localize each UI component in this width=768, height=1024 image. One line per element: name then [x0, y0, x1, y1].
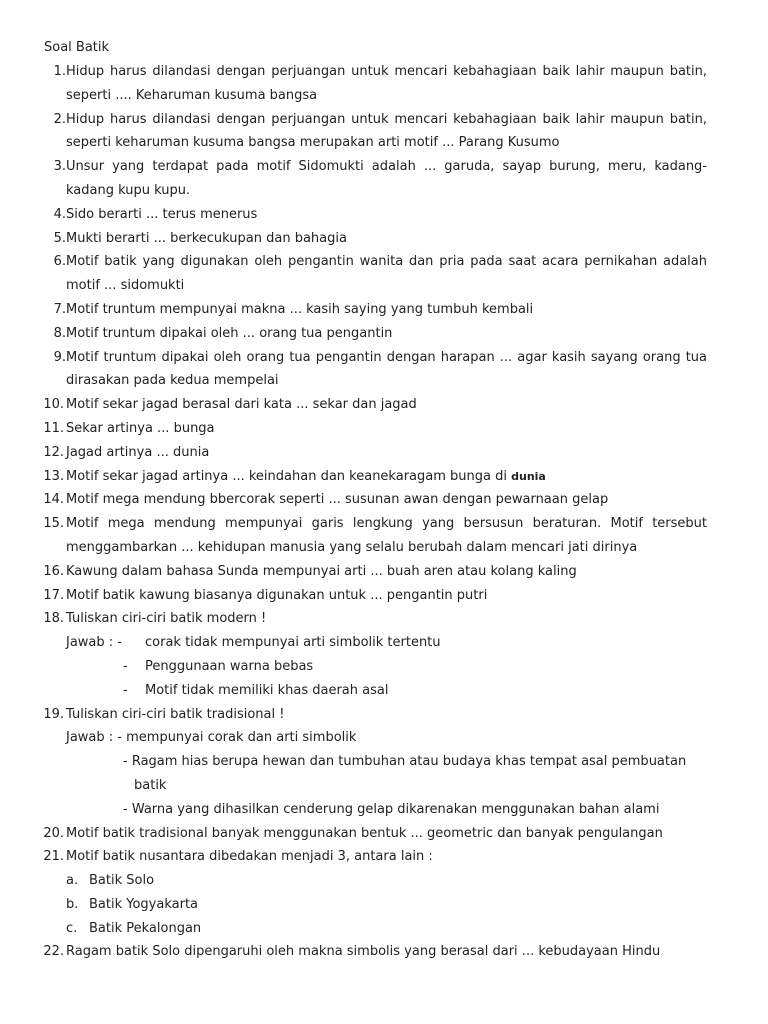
sub-list-item	[0, 919, 768, 943]
answer-point: corak tidak mempunyai arti simbolik tertentu	[145, 635, 441, 651]
list-item	[0, 705, 768, 729]
list-item	[0, 847, 768, 871]
item-text: Unsur yang terdapat pada motif Sidomukti adalah ... garuda, sayap burung, meru, kadang-	[66, 159, 707, 175]
answer-point: Penggunaan warna bebas	[145, 658, 314, 674]
list-item	[0, 490, 768, 514]
bold-word: dunia	[511, 469, 546, 483]
item-number: 18.	[43, 611, 64, 627]
list-item	[0, 942, 768, 966]
item-number: 22.	[43, 944, 64, 960]
list-item	[0, 229, 768, 253]
list-item	[0, 443, 768, 467]
item-number: 5.	[53, 230, 66, 246]
sub-item-letter: c.	[66, 920, 78, 936]
item-text: Kawung dalam bahasa Sunda mempunyai arti ... buah aren atau kolang kaling	[66, 563, 577, 579]
answer-line	[0, 681, 768, 705]
item-number: 3.	[53, 159, 66, 175]
sub-item-text: Batik Solo	[89, 873, 155, 889]
sub-list-item	[0, 871, 768, 895]
sub-item-letter: b.	[66, 896, 79, 912]
sub-item-letter: a.	[66, 873, 79, 889]
question-list	[0, 62, 768, 966]
item-text: seperti .... Keharuman kusuma bangsa	[66, 87, 318, 103]
list-item	[0, 395, 768, 419]
item-text: dirasakan pada kedua mempelai	[66, 373, 279, 389]
item-text: Motif mega mendung mempunyai garis lengkung yang bersusun beraturan. Motif tersebut	[66, 516, 707, 532]
item-number: 17.	[43, 587, 64, 603]
item-text: Hidup harus dilandasi dengan perjuangan untuk mencari kebahagiaan baik lahir maupun batin,	[66, 111, 707, 127]
item-number: 21.	[43, 849, 64, 865]
item-text: Tuliskan ciri-ciri batik modern !	[66, 611, 267, 627]
item-number: 20.	[43, 825, 64, 841]
item-text: Motif batik yang digunakan oleh pengantin wanita dan pria pada saat acara pernikahan adalah	[66, 254, 707, 270]
list-item	[0, 824, 768, 848]
answer-point: - Ragam hias berupa hewan dan tumbuhan atau budaya khas tempat asal pembuatan	[123, 754, 687, 770]
list-item	[0, 324, 768, 348]
answer-label: Jawab : - mempunyai corak dan arti simbolik	[66, 730, 357, 746]
item-number: 2.	[53, 111, 66, 127]
item-text: Sekar artinya ... bunga	[66, 420, 215, 436]
item-text: Motif sekar jagad berasal dari kata ... sekar dan jagad	[66, 397, 417, 413]
list-item	[0, 419, 768, 443]
item-text: Motif truntum dipakai oleh orang tua pengantin dengan harapan ... agar kasih sayang orang tua	[66, 349, 707, 365]
item-text: Jagad artinya ... dunia	[66, 444, 210, 460]
item-number: 6.	[53, 254, 66, 270]
item-text: seperti keharuman kusuma bangsa merupakan arti motif ... Parang Kusumo	[66, 135, 560, 151]
item-number: 16.	[43, 563, 64, 579]
sub-item-text: Batik Yogyakarta	[89, 896, 199, 912]
item-text: Motif mega mendung bbercorak seperti ... susunan awan dengan pewarnaan gelap	[66, 492, 609, 508]
answer-label: Jawab : -	[66, 635, 122, 651]
item-text: Hidup harus dilandasi dengan perjuangan untuk mencari kebahagiaan baik lahir maupun batin,	[66, 64, 707, 79]
list-item	[0, 300, 768, 324]
bullet-dash: -	[123, 658, 128, 674]
list-item	[0, 609, 768, 633]
list-item	[0, 205, 768, 229]
list-item	[0, 514, 768, 538]
item-number: 14.	[43, 492, 64, 508]
list-item	[0, 62, 768, 86]
item-number: 10.	[43, 397, 64, 413]
item-number: 7.	[53, 301, 66, 317]
answer-line	[0, 728, 768, 752]
list-item	[0, 562, 768, 586]
item-number: 8.	[53, 325, 66, 341]
list-item	[0, 348, 768, 372]
item-text: Tuliskan ciri-ciri batik tradisional !	[66, 706, 285, 722]
item-text: motif ... sidomukti	[66, 278, 185, 294]
sub-item-text: Batik Pekalongan	[89, 920, 202, 936]
list-item	[0, 586, 768, 610]
item-number: 15.	[43, 516, 64, 532]
answer-line	[0, 752, 768, 776]
item-text: Mukti berarti ... berkecukupan dan bahagia	[66, 230, 347, 246]
item-number: 19.	[43, 706, 64, 722]
item-text: kadang kupu kupu.	[66, 182, 191, 198]
item-number: 9.	[53, 349, 66, 365]
sub-list-item	[0, 895, 768, 919]
item-number: 1.	[53, 64, 66, 79]
answer-line	[0, 657, 768, 681]
item-number: 4.	[53, 206, 66, 222]
bullet-dash: -	[123, 682, 128, 698]
list-item	[0, 110, 768, 134]
list-item	[0, 252, 768, 276]
list-item	[0, 157, 768, 181]
item-number: 12.	[43, 444, 64, 460]
item-text: Motif truntum dipakai oleh ... orang tua pengantin	[66, 325, 393, 341]
answer-point: batik	[134, 777, 167, 793]
item-text: Motif batik kawung biasanya digunakan untuk ... pengantin putri	[66, 587, 488, 603]
item-text: Ragam batik Solo dipengaruhi oleh makna simbolis yang berasal dari ... kebudayaan Hindu	[66, 944, 661, 960]
item-text: Motif batik nusantara dibedakan menjadi 3, antara lain :	[66, 849, 433, 865]
answer-point: - Warna yang dihasilkan cenderung gelap dikarenakan menggunakan bahan alami	[123, 801, 660, 817]
answer-line	[0, 800, 768, 824]
answer-point: Motif tidak memiliki khas daerah asal	[145, 682, 389, 698]
item-text: Motif sekar jagad artinya ... keindahan dan keanekaragam bunga di	[66, 468, 507, 484]
item-text: Sido berarti ... terus menerus	[66, 206, 258, 222]
answer-line	[0, 633, 768, 657]
item-text: Motif truntum mempunyai makna ... kasih saying yang tumbuh kembali	[66, 301, 534, 317]
item-text: menggambarkan ... kehidupan manusia yang selalu berubah dalam mencari jati dirinya	[66, 539, 638, 555]
item-number: 13.	[43, 468, 64, 484]
document-title: Soal Batik	[44, 40, 110, 55]
item-text: Motif batik tradisional banyak menggunakan bentuk ... geometric dan banyak pengulangan	[66, 825, 663, 841]
list-item	[0, 467, 768, 491]
item-number: 11.	[43, 420, 64, 436]
